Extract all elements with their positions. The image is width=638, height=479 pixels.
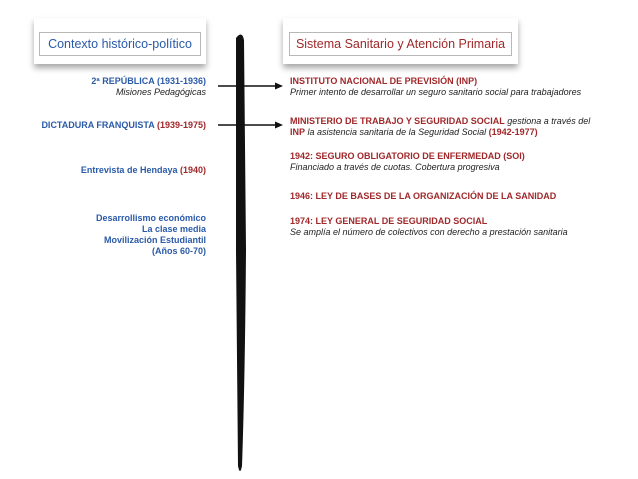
event-ministry-labor: MINISTERIO DE TRABAJO Y SEGURIDAD SOCIAL gestiona a través del INP la asistencia sanitaria de la Seguridad Social (1942-1977): [290, 116, 591, 137]
event-inp: INSTITUTO NACIONAL DE PREVISIÓN (INP) Primer intento de desarrollar un seguro sanitario social para trabajadores: [290, 76, 582, 97]
header-title-historical-context: Contexto histórico-político: [39, 32, 201, 56]
event-francoist-dictatorship: DICTADURA FRANQUISTA (1939-1975): [41, 120, 206, 130]
event-health-law-1946: 1946: LEY DE BASES DE LA ORGANIZACIÓN DE LA SANIDAD: [290, 191, 557, 201]
arrowhead-dictatorship: [275, 122, 283, 129]
event-social-security-law-1974: 1974: LEY GENERAL DE SEGURIDAD SOCIAL Se amplía el número de colectivos con derecho a prestación sanitaria: [290, 216, 568, 237]
event-economic-development: Desarrollismo económico La clase media Movilización Estudiantil (Años 60-70): [95, 213, 206, 256]
header-title-health-system: Sistema Sanitario y Atención Primaria: [289, 32, 512, 56]
event-soe-1942: 1942: SEGURO OBLIGATORIO DE ENFERMEDAD (SOI) Financiado a través de cuotas. Cobertura progresiva: [290, 151, 525, 172]
event-second-republic: 2ª REPÚBLICA (1931-1936) Misiones Pedagógicas: [91, 76, 206, 97]
event-hendaye-meeting: Entrevista de Hendaya (1940): [80, 165, 206, 175]
timeline-vertical-bar: [236, 34, 246, 471]
arrowhead-republic: [275, 83, 283, 90]
